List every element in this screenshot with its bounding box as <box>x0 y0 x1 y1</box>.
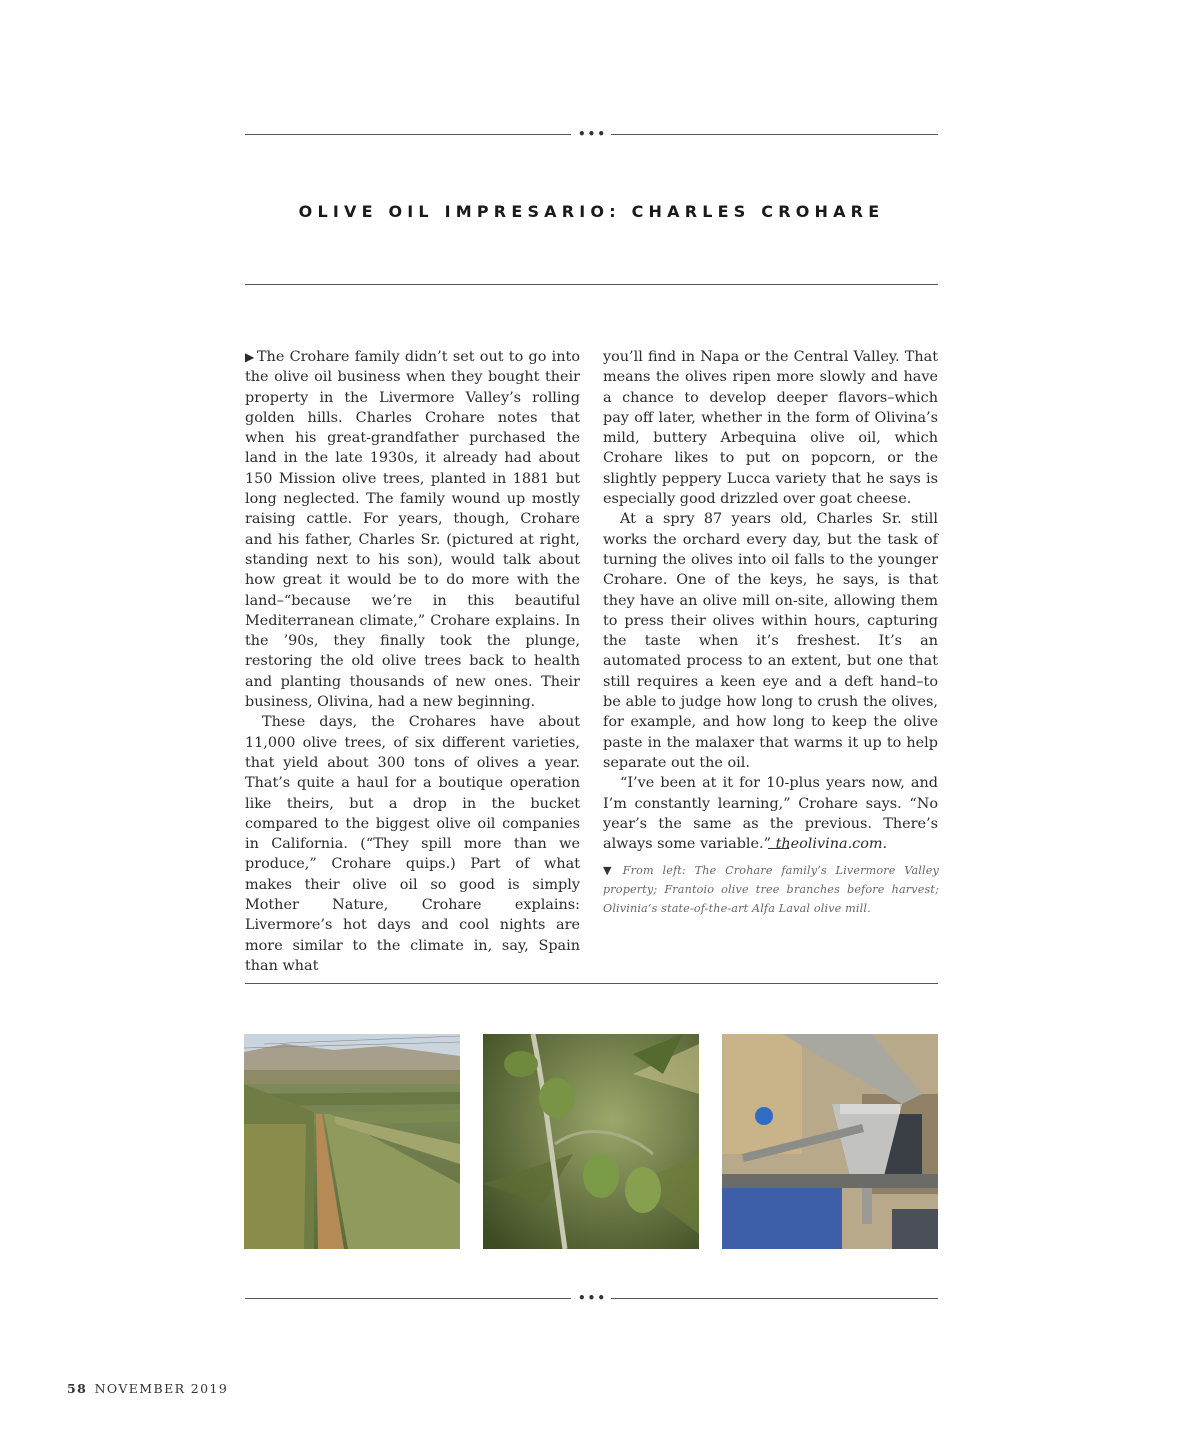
triangle-right-icon: ▶ <box>245 350 255 364</box>
page-folio <box>67 1381 228 1396</box>
paragraph: “I’ve been at it for 10-plus years now, and I’m constantly learning,” Crohare says. “No year’s the same as the previous. There’s always some variable.” theolivina.com. <box>603 775 938 853</box>
paragraph: These days, the Crohares have about 11,000 olive trees, of six different varieties, that yield about 300 tons of olives a year. That’s quite a haul for a boutique operation like theirs, but a drop in the bucket compared to the biggest olive oil companies in California. (“They spill more than we produce,” Crohare quips.) Part of what makes their olive oil so good is simply Mother Nature, Crohare explains: Livermore’s hot days and cool nights are more similar to the climate in, say, Spain than what <box>245 714 580 974</box>
top-ornament: ••• <box>578 127 608 141</box>
orchard-photo <box>244 1034 460 1249</box>
paragraph: you’ll find in Napa or the Central Valley. That means the olives ripen more slowly and have a chance to develop deeper flavors–which pay off later, whether in the form of Olivina’s mild, buttery Arbequina olive oil, which Crohare likes to put on popcorn, or the slightly peppery Lucca variety that he says is especially good drizzled over goat cheese. <box>603 349 938 508</box>
photos-top-rule <box>245 983 938 984</box>
top-rule-right <box>611 134 938 135</box>
article-headline: OLIVE OIL IMPRESARIO: CHARLES CROHARE <box>298 202 885 221</box>
olive-mill-photo <box>722 1034 938 1249</box>
bottom-rule-left <box>245 1298 571 1299</box>
top-rule-left <box>245 134 571 135</box>
paragraph: ▶ The Crohare family didn’t set out to go into the olive oil business when they bought their property in the Livermore Valley’s rolling golden hills. Charles Crohare notes that when his great-grandfather purchased the land in the late 1930s, it already had about 150 Mission olive trees, planted in 1881 but long neglected. The family wound up mostly raising cattle. For years, though, Crohare and his father, Charles Sr. (pictured at right, standing next to his son), would talk about how great it would be to do more with the land–“because we’re in this beautiful Mediterranean climate,” Crohare explains. In the ’90s, they finally took the plunge, restoring the old olive trees back to health and planting thousands of new ones. Their business, Olivina, had a new beginning. <box>245 349 581 711</box>
bottom-rule-right <box>611 1298 938 1299</box>
website-link[interactable]: theolivina.com. <box>775 836 888 853</box>
issue-date: NOVEMBER 2019 <box>94 1381 229 1396</box>
page-number: 58 <box>67 1381 88 1396</box>
bottom-ornament: ••• <box>578 1291 608 1305</box>
headline-bottom-rule <box>245 284 938 285</box>
body-column-left <box>245 347 580 976</box>
paragraph: At a spry 87 years old, Charles Sr. still works the orchard every day, but the task of turning the olives into oil falls to the younger Crohare. One of the keys, he says, is that they have an olive mill on-site, allowing them to press their olives within hours, capturing the taste when it’s freshest. It’s an automated process to an extent, but one that still requires a keen eye and a deft hand–to be able to judge how long to crush the olives, for example, and how long to keep the olive paste in the malaxer that warms it up to help separate out the oil. <box>603 511 938 771</box>
olive-branch-photo <box>483 1034 699 1249</box>
photo-caption: ▼ From left: The Crohare family’s Livermore Valley property; Frantoio olive tree branches before harvest; Olivinia’s state-of-the-art Alfa Laval olive mill. <box>603 864 939 915</box>
triangle-down-icon: ▼ <box>603 864 617 877</box>
body-column-right <box>603 347 938 854</box>
end-mark <box>768 848 789 849</box>
